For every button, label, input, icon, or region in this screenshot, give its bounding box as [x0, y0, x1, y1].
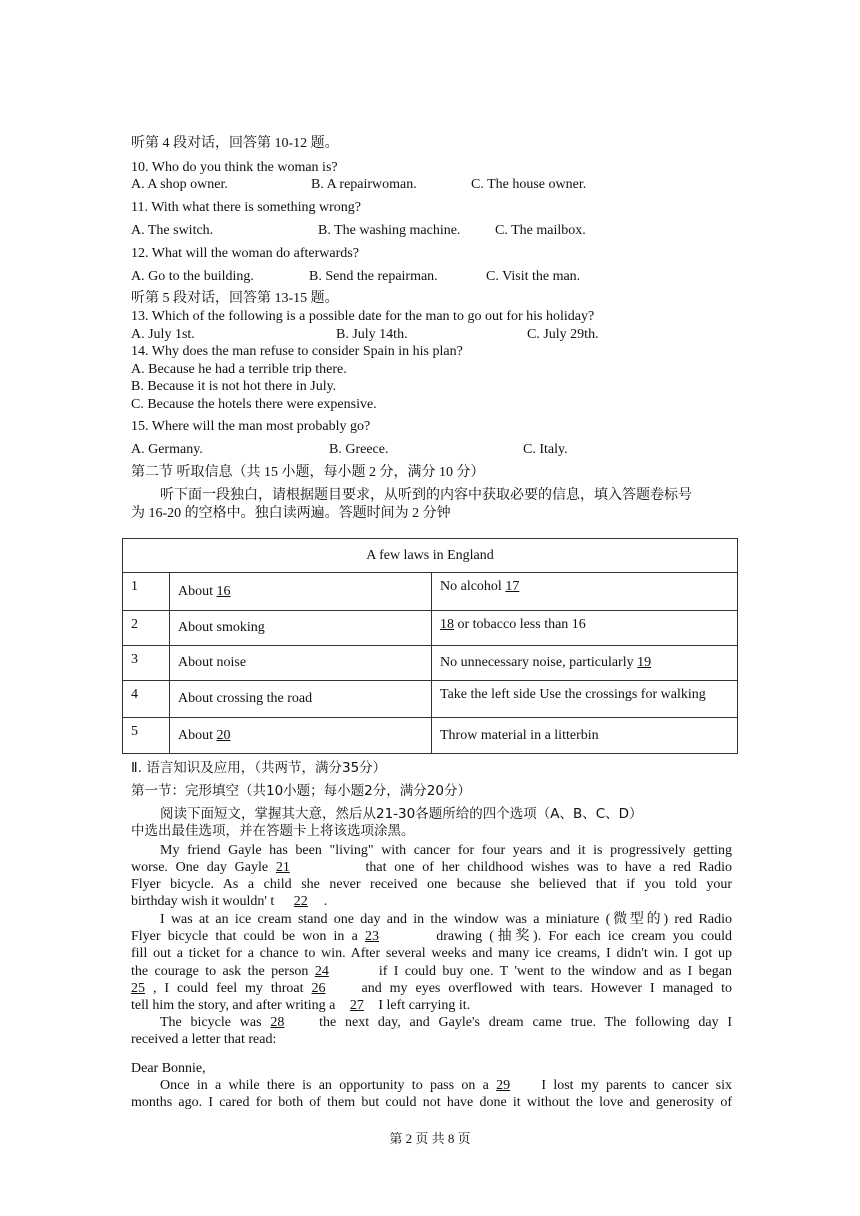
- table-row: [123, 573, 738, 611]
- row-detail: Take the left side Use the crossings for walking: [432, 681, 738, 718]
- part2-heading: Ⅱ. 语言知识及应用，（共两节，满分35分）: [131, 760, 387, 776]
- section2-heading: 第二节 听取信息（共 15 小题，每小题 2 分，满分 10 分）: [131, 465, 485, 480]
- blank-19: 19: [637, 655, 652, 670]
- passage-line: months ago. I cared for both of them but could not have done it without the love and generosity of: [131, 1095, 732, 1110]
- row-number: 1: [123, 573, 170, 611]
- row-number: 5: [123, 718, 170, 754]
- q12-stem: 12. What will the woman do afterwards?: [131, 246, 359, 261]
- passage-line: Flyer bicycle. As a child she never received one because she believed that if you told your: [131, 877, 732, 892]
- part2-subheading: 第一节：完形填空（共10小题；每小题2分，满分20分）: [131, 783, 471, 799]
- q12-option-c: C. Visit the man.: [486, 269, 581, 284]
- row-detail: No unnecessary noise, particularly 19: [432, 646, 738, 681]
- row-topic: About smoking: [170, 611, 432, 646]
- section2-instruction-line2: 为 16-20 的空格中。独白读两遍。答题时间为 2 分钟: [131, 506, 451, 521]
- passage-line: Once in a while there is an opportunity to pass on a 29 I lost my parents to cancer six: [160, 1078, 733, 1093]
- row-detail: Throw material in a litterbin: [432, 718, 738, 754]
- part2-instruction-line1: 阅读下面短文，掌握其大意，然后从21-30各题所给的四个选项（A、B、C、D）: [160, 806, 643, 822]
- row-number: 3: [123, 646, 170, 681]
- q15-option-b: B. Greece.: [329, 442, 389, 457]
- q13-stem: 13. Which of the following is a possible date for the man to go out for his holiday?: [131, 309, 595, 324]
- row-detail: No alcohol 17: [432, 573, 738, 611]
- table-row: [123, 681, 738, 718]
- laws-table-title: A few laws in England: [123, 539, 738, 573]
- blank-21: 21: [275, 860, 290, 875]
- passage-line: received a letter that read:: [131, 1032, 277, 1047]
- laws-table: [122, 538, 738, 754]
- blank-18: 18: [440, 617, 454, 632]
- table-row: [123, 718, 738, 754]
- row-topic: About 20: [170, 718, 432, 754]
- blank-23: 23: [365, 929, 380, 944]
- table-row: [123, 646, 738, 681]
- q11-option-c: C. The mailbox.: [495, 223, 586, 238]
- q14-option-a: A. Because he had a terrible trip there.: [131, 362, 347, 377]
- q10-option-c: C. The house owner.: [471, 177, 587, 192]
- blank-28: 28: [270, 1015, 285, 1030]
- q13-option-b: B. July 14th.: [336, 327, 408, 342]
- passage-line: tell him the story, and after writing a 27 I left carrying it.: [131, 998, 471, 1013]
- row-topic: About 16: [170, 573, 432, 611]
- row-number: 4: [123, 681, 170, 718]
- q11-option-a: A. The switch.: [131, 223, 214, 238]
- q15-stem: 15. Where will the man most probably go?: [131, 419, 371, 434]
- blank-25: 25: [131, 981, 145, 996]
- passage-line: Flyer bicycle that could be won in a 23 drawing (抽奖). For each ice cream you could: [131, 929, 733, 944]
- row-topic: About crossing the road: [170, 681, 432, 718]
- blank-27: 27: [349, 998, 364, 1013]
- blank-26: 26: [311, 981, 326, 996]
- blank-24: 24: [314, 964, 329, 979]
- q14-option-c: C. Because the hotels there were expensive.: [131, 397, 377, 412]
- table-row: [123, 611, 738, 646]
- q13-option-a: A. July 1st.: [131, 327, 195, 342]
- q14-stem: 14. Why does the man refuse to consider Spain in his plan?: [131, 344, 463, 359]
- blank-29: 29: [496, 1078, 511, 1093]
- passage-line: 25 , I could feel my throat 26 and my eyes overflowed with tears. However I managed to: [131, 981, 733, 996]
- passage-line: worse. One day Gayle 21 that one of her childhood wishes was to have a red Radio: [131, 860, 732, 875]
- blank-17: 17: [505, 579, 520, 594]
- passage-line: fill out a ticket for a chance to win. After several weeks and many ice creams, I didn't win. I got up: [131, 946, 732, 961]
- dialog5-intro: 听第 5 段对话，回答第 13-15 题。: [131, 291, 339, 306]
- blank-16: 16: [216, 583, 231, 599]
- row-topic: About noise: [170, 646, 432, 681]
- passage-line: My friend Gayle has been "living" with cancer for four years and it is progressively getting: [160, 843, 732, 858]
- page-footer: 第 2 页 共 8 页: [389, 1131, 471, 1146]
- row-detail: 18 or tobacco less than 16: [432, 611, 738, 646]
- q12-option-b: B. Send the repairman.: [309, 269, 438, 284]
- q15-option-c: C. Italy.: [523, 442, 568, 457]
- q15-option-a: A. Germany.: [131, 442, 203, 457]
- section2-instruction-line1: 听下面一段独白，请根据题目要求，从听到的内容中获取必要的信息，填入答题卷标号: [160, 488, 692, 503]
- q10-option-a: A. A shop owner.: [131, 177, 228, 192]
- q11-option-b: B. The washing machine.: [318, 223, 461, 238]
- letter-salutation: Dear Bonnie,: [131, 1061, 206, 1076]
- passage-line: The bicycle was 28 the next day, and Gayle's dream came true. The following day I: [160, 1015, 733, 1030]
- row-number: 2: [123, 611, 170, 646]
- q13-option-c: C. July 29th.: [527, 327, 599, 342]
- q10-option-b: B. A repairwoman.: [311, 177, 417, 192]
- q11-stem: 11. With what there is something wrong?: [131, 200, 362, 215]
- blank-20: 20: [216, 727, 231, 743]
- part2-instruction-line2: 中选出最佳选项，并在答题卡上将该选项涂黑。: [131, 823, 415, 839]
- q12-option-a: A. Go to the building.: [131, 269, 254, 284]
- dialog4-intro: 听第 4 段对话，回答第 10-12 题。: [131, 136, 339, 151]
- passage-line: the courage to ask the person 24 if I could buy one. T 'went to the window and as I began: [131, 964, 732, 979]
- passage-line: birthday wish it wouldn' t 22 .: [131, 894, 328, 909]
- q14-option-b: B. Because it is not hot there in July.: [131, 379, 337, 394]
- q10-stem: 10. Who do you think the woman is?: [131, 160, 338, 175]
- passage-line: I was at an ice cream stand one day and in the window was a miniature (微型的) red Radio: [160, 912, 732, 927]
- blank-22: 22: [293, 894, 308, 909]
